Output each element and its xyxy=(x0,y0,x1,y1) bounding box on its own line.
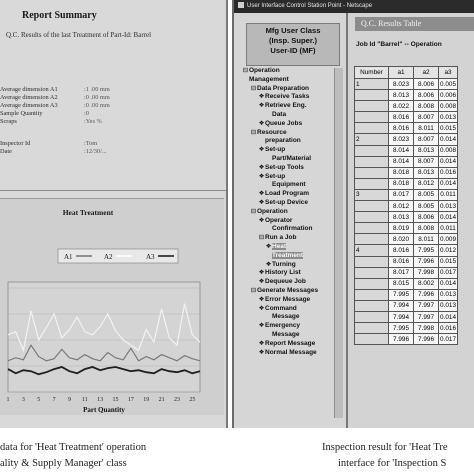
cell-a3: 0.015 xyxy=(439,123,458,134)
cell-a1: 8.012 xyxy=(389,201,414,212)
navigation-frame xyxy=(234,13,348,428)
cell-a2: 8.007 xyxy=(414,112,439,123)
report-title: Report Summary xyxy=(22,10,97,21)
table-row xyxy=(355,289,458,300)
table-row xyxy=(355,300,458,311)
field-value: :Tom xyxy=(84,140,98,147)
table-row xyxy=(355,123,458,134)
tree-item-label: Part/Material xyxy=(272,154,312,162)
legend-label-a1: A1 xyxy=(64,253,73,261)
x-axis-label: Part Quantity xyxy=(83,406,125,414)
table-header-row xyxy=(355,67,458,79)
job-id-line: Job Id "Barrel" -- Operation xyxy=(356,41,442,48)
cell-number xyxy=(355,289,389,300)
cell-a3: 0.013 xyxy=(439,300,458,311)
cell-a1: 8.014 xyxy=(389,156,414,167)
collapse-icon[interactable]: ⊟ xyxy=(250,207,257,215)
field-label: Average dimension A2 xyxy=(0,94,58,101)
cell-a1: 8.018 xyxy=(389,178,414,189)
tree-item-label: Turning xyxy=(272,260,296,268)
tree-item-label: Command xyxy=(265,304,297,312)
cell-a1: 8.023 xyxy=(389,134,414,145)
table-row xyxy=(355,112,458,123)
qc-results-table xyxy=(354,66,458,345)
cell-a3: 0.013 xyxy=(439,289,458,300)
field-label: Average dimension A3 xyxy=(0,102,58,109)
table-row xyxy=(355,90,458,101)
cell-number xyxy=(355,256,389,267)
table-row xyxy=(355,145,458,156)
bullet-icon: ❖ xyxy=(258,322,265,330)
cell-a2: 8.007 xyxy=(414,134,439,145)
cell-a3: 0.011 xyxy=(439,189,458,200)
field-label: Average dimension A1 xyxy=(0,86,58,93)
user-class-box xyxy=(246,23,340,66)
cell-a3: 0.014 xyxy=(439,311,458,322)
cell-a1: 8.014 xyxy=(389,145,414,156)
bullet-icon: ❖ xyxy=(258,190,265,198)
cell-a2: 8.008 xyxy=(414,223,439,234)
tree-item-label: Data xyxy=(272,110,287,118)
bullet-icon: ❖ xyxy=(258,93,265,101)
cell-a3: 0.008 xyxy=(439,101,458,112)
cell-a3: 0.017 xyxy=(439,267,458,278)
tree-item-label: preparation xyxy=(265,137,301,145)
x-tick-label: 19 xyxy=(143,397,150,403)
cell-a2: 8.006 xyxy=(414,90,439,101)
cell-number xyxy=(355,334,389,345)
x-tick-label: 23 xyxy=(173,397,180,403)
collapse-icon[interactable]: ⊟ xyxy=(250,84,257,92)
cell-number xyxy=(355,167,389,178)
x-tick-label: 17 xyxy=(127,397,134,403)
qc-results-title: Q.C. Results Table xyxy=(355,17,474,31)
cell-a3: 0.014 xyxy=(439,278,458,289)
column-header-a3[interactable]: a3 xyxy=(439,67,458,79)
tree-item-label: Run a Job xyxy=(265,234,297,242)
cell-a2: 7.996 xyxy=(414,256,439,267)
field-value: :Yes % xyxy=(84,118,102,125)
x-tick-label: 5 xyxy=(37,397,41,403)
table-row xyxy=(355,79,458,90)
cell-a2: 8.011 xyxy=(414,234,439,245)
cell-a3: 0.014 xyxy=(439,134,458,145)
table-row xyxy=(355,245,458,256)
tree-item-label: Treatment xyxy=(272,251,304,259)
bullet-icon: ❖ xyxy=(258,172,265,180)
cell-a3: 0.013 xyxy=(439,201,458,212)
left-caption-line2: ality & Supply Manager' class xyxy=(0,458,127,469)
tree-item-label: Queue Jobs xyxy=(265,119,303,127)
tree-item-label: Message xyxy=(272,313,300,321)
cell-number xyxy=(355,267,389,278)
cell-a2: 7.997 xyxy=(414,300,439,311)
tree-item-label: Resource xyxy=(257,128,287,136)
tree-item-label: Management xyxy=(249,75,289,83)
table-row xyxy=(355,167,458,178)
report-subtitle: Q.C. Results of the last Treatment of Part-Id: Barrel xyxy=(6,31,152,39)
cell-a1: 7.994 xyxy=(389,311,414,322)
tree-item-label: Emergency xyxy=(265,322,301,330)
tree-item-label: Set-up xyxy=(265,146,286,154)
cell-a2: 8.002 xyxy=(414,278,439,289)
collapse-icon[interactable]: ⊟ xyxy=(242,67,249,74)
qc-results-frame xyxy=(348,13,474,428)
x-tick-label: 21 xyxy=(158,397,165,403)
bullet-icon: ❖ xyxy=(265,260,272,268)
column-header-number[interactable]: Number xyxy=(355,67,389,79)
field-value: :0 .00 mm xyxy=(84,94,110,101)
collapse-icon[interactable]: ⊟ xyxy=(258,234,265,242)
tree-scrollbar[interactable] xyxy=(334,68,343,418)
bullet-icon: ❖ xyxy=(258,163,265,171)
cell-a2: 7.995 xyxy=(414,245,439,256)
cell-a3: 0.013 xyxy=(439,112,458,123)
cell-a3: 0.014 xyxy=(439,212,458,223)
cell-a1: 7.995 xyxy=(389,323,414,334)
bullet-icon: ❖ xyxy=(265,242,272,250)
cell-a1: 8.017 xyxy=(389,189,414,200)
table-row xyxy=(355,234,458,245)
x-tick-label: 15 xyxy=(112,397,119,403)
tree-item-label: Retrieve Eng. xyxy=(265,102,307,110)
window-title: User Interface Control Station Point - Netscape xyxy=(247,3,373,9)
field-label: Sample Quantity xyxy=(0,110,43,117)
legend-label-a2: A2 xyxy=(104,253,113,261)
tree-item-label: Normal Message xyxy=(265,348,317,356)
cell-a1: 7.995 xyxy=(389,289,414,300)
cell-number xyxy=(355,323,389,334)
cell-a2: 8.005 xyxy=(414,201,439,212)
bullet-icon: ❖ xyxy=(258,102,265,110)
cell-a1: 8.020 xyxy=(389,234,414,245)
cell-a1: 7.994 xyxy=(389,300,414,311)
cell-a1: 7.996 xyxy=(389,334,414,345)
cell-a2: 8.005 xyxy=(414,189,439,200)
tree-item-label: Dequeue Job xyxy=(265,278,306,286)
cell-a1: 8.013 xyxy=(389,212,414,223)
cell-a1: 8.013 xyxy=(389,90,414,101)
field-value: :0 xyxy=(84,110,89,117)
cell-a3: 0.008 xyxy=(439,145,458,156)
table-row xyxy=(355,101,458,112)
bullet-icon: ❖ xyxy=(258,269,265,277)
cell-number xyxy=(355,145,389,156)
cell-number: 2 xyxy=(355,134,389,145)
cell-a2: 8.008 xyxy=(414,101,439,112)
right-caption-line1: Inspection result for 'Heat Tre xyxy=(322,442,448,453)
cell-a1: 8.016 xyxy=(389,112,414,123)
cell-a2: 7.998 xyxy=(414,323,439,334)
cell-a3: 0.016 xyxy=(439,167,458,178)
cell-a1: 8.016 xyxy=(389,123,414,134)
cell-number: 3 xyxy=(355,189,389,200)
chart-title: Heat Treatment xyxy=(62,208,114,217)
cell-number xyxy=(355,156,389,167)
tree-item-label: Set-up Tools xyxy=(265,163,304,171)
cell-a1: 8.019 xyxy=(389,223,414,234)
cell-a1: 8.022 xyxy=(389,101,414,112)
cell-number xyxy=(355,112,389,123)
cell-a3: 0.005 xyxy=(439,79,458,90)
column-header-a2[interactable]: a2 xyxy=(414,67,439,79)
cell-a3: 0.017 xyxy=(439,334,458,345)
cell-number xyxy=(355,234,389,245)
field-label: Inspector Id xyxy=(0,140,31,147)
tree-item-label: Set-up Device xyxy=(265,198,308,206)
cell-a3: 0.014 xyxy=(439,178,458,189)
x-tick-label: 13 xyxy=(97,397,104,403)
column-header-a1[interactable]: a1 xyxy=(389,67,414,79)
right-caption-line2: interface for 'Inspection S xyxy=(338,458,447,469)
table-row xyxy=(355,223,458,234)
cell-a3: 0.015 xyxy=(439,256,458,267)
legend-label-a3: A3 xyxy=(146,253,155,261)
cell-number xyxy=(355,178,389,189)
cell-a1: 8.023 xyxy=(389,79,414,90)
cell-number xyxy=(355,300,389,311)
field-label: Scraps xyxy=(0,118,17,125)
bullet-icon: ❖ xyxy=(258,339,265,347)
cell-number xyxy=(355,212,389,223)
user-class-line: (Insp. Super.) xyxy=(268,36,318,45)
field-value: :0 .00 mm xyxy=(84,102,110,109)
x-tick-label: 25 xyxy=(189,397,196,403)
heat-treatment-chart xyxy=(0,0,226,428)
tree-item-label: Error Message xyxy=(265,295,311,303)
cell-a3: 0.009 xyxy=(439,234,458,245)
field-value: :1 .00 mm xyxy=(84,86,110,93)
bullet-icon: ❖ xyxy=(258,278,265,286)
tree-item-label: Operator xyxy=(265,216,293,224)
cell-a1: 8.016 xyxy=(389,245,414,256)
x-tick-label: 9 xyxy=(67,397,71,403)
cell-a1: 8.015 xyxy=(389,278,414,289)
x-tick-label: 11 xyxy=(81,397,88,403)
cell-a2: 8.006 xyxy=(414,79,439,90)
cell-a3: 0.012 xyxy=(439,245,458,256)
cell-a2: 8.007 xyxy=(414,156,439,167)
cell-a3: 0.014 xyxy=(439,156,458,167)
collapse-icon[interactable]: ⊟ xyxy=(250,128,257,136)
bullet-icon: ❖ xyxy=(258,198,265,206)
left-caption-line1: data for 'Heat Treatment' operation xyxy=(0,442,147,453)
cell-a2: 7.996 xyxy=(414,334,439,345)
table-row xyxy=(355,178,458,189)
cell-number xyxy=(355,311,389,322)
tree-item-label: Set-up xyxy=(265,172,286,180)
tree-item-label: Data Preparation xyxy=(257,84,310,92)
cell-number xyxy=(355,101,389,112)
tree-item-label: Load Program xyxy=(265,190,310,198)
tree-item-label: Operation xyxy=(249,67,280,74)
table-row xyxy=(355,156,458,167)
cell-a3: 0.011 xyxy=(439,223,458,234)
bullet-icon: ❖ xyxy=(258,348,265,356)
tree-item-label: Equipment xyxy=(272,181,306,189)
window-title-bar xyxy=(234,0,474,13)
x-tick-label: 7 xyxy=(52,397,56,403)
cell-number xyxy=(355,278,389,289)
plot-area xyxy=(8,282,200,392)
tree-item-label: Generate Messages xyxy=(257,286,319,294)
table-row xyxy=(355,212,458,223)
cell-a3: 0.006 xyxy=(439,90,458,101)
cell-a2: 8.012 xyxy=(414,178,439,189)
bullet-icon: ❖ xyxy=(258,295,265,303)
cell-a2: 8.011 xyxy=(414,123,439,134)
user-class-line: Mfg User Class xyxy=(265,26,321,35)
table-row xyxy=(355,134,458,145)
bullet-icon: ❖ xyxy=(258,119,265,127)
cell-a3: 0.016 xyxy=(439,323,458,334)
x-tick-label: 1 xyxy=(6,397,10,403)
user-class-line: User-ID (MF) xyxy=(270,46,316,55)
cell-a2: 8.013 xyxy=(414,167,439,178)
bullet-icon: ❖ xyxy=(258,216,265,224)
cell-a1: 8.016 xyxy=(389,256,414,267)
tree-item-label: Heat xyxy=(272,242,287,250)
tree-item-label: Receive Tasks xyxy=(265,93,310,101)
bullet-icon: ❖ xyxy=(258,146,265,154)
field-label: Date xyxy=(0,148,12,155)
report-summary-window xyxy=(0,0,228,428)
table-row xyxy=(355,189,458,200)
cell-a1: 8.018 xyxy=(389,167,414,178)
cell-a2: 7.997 xyxy=(414,311,439,322)
cell-a1: 8.017 xyxy=(389,267,414,278)
cell-number: 1 xyxy=(355,79,389,90)
collapse-icon[interactable]: ⊟ xyxy=(250,286,257,294)
tree-item-label: Confirmation xyxy=(272,225,313,233)
x-tick-label: 3 xyxy=(21,397,25,403)
tree-item-label: Message xyxy=(272,330,300,338)
tree-item-label: History List xyxy=(265,269,301,277)
table-row xyxy=(355,311,458,322)
table-row xyxy=(355,323,458,334)
cell-a2: 8.013 xyxy=(414,145,439,156)
table-row xyxy=(355,201,458,212)
cell-a2: 8.006 xyxy=(414,212,439,223)
field-value: :12/30/... xyxy=(84,148,107,155)
netscape-window xyxy=(232,0,474,428)
cell-a2: 7.998 xyxy=(414,267,439,278)
window-menu-icon[interactable] xyxy=(238,2,244,8)
cell-number xyxy=(355,223,389,234)
table-row xyxy=(355,278,458,289)
cell-number xyxy=(355,201,389,212)
table-row xyxy=(355,267,458,278)
tree-item-label: Report Message xyxy=(265,339,316,347)
cell-number xyxy=(355,90,389,101)
table-row xyxy=(355,256,458,267)
cell-number: 4 xyxy=(355,245,389,256)
cell-number xyxy=(355,123,389,134)
tree-item-label: Operation xyxy=(257,207,288,215)
table-row xyxy=(355,334,458,345)
bullet-icon: ❖ xyxy=(258,304,265,312)
cell-a2: 7.996 xyxy=(414,289,439,300)
